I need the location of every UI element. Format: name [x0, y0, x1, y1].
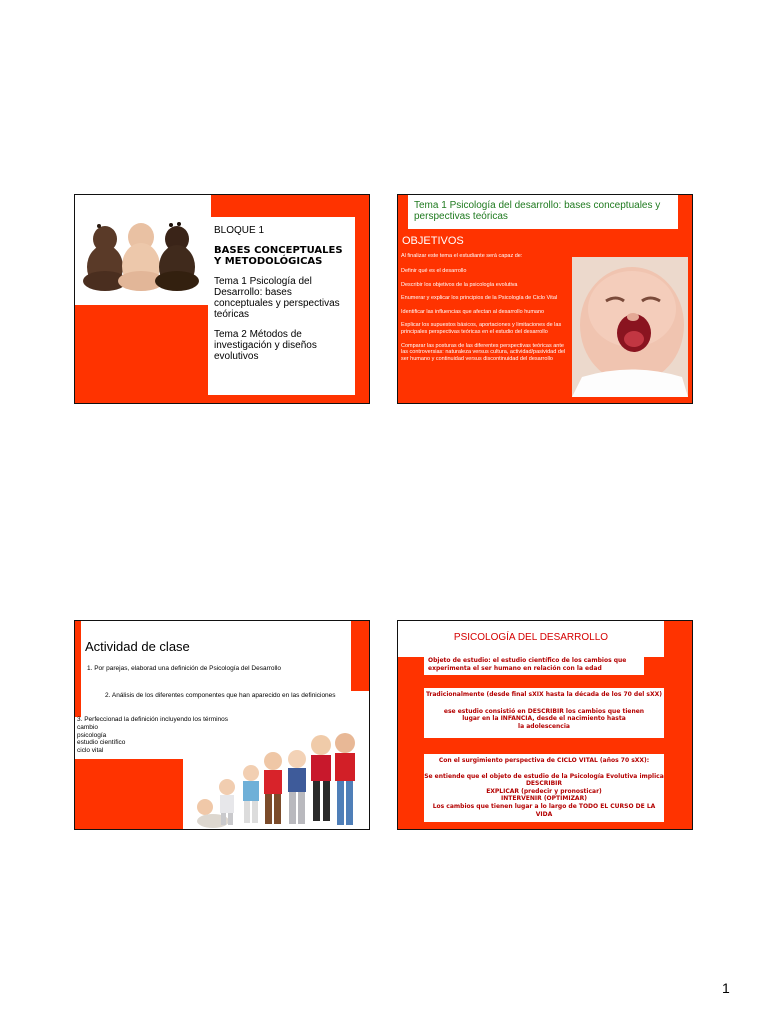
objetivos-intro: Al finalizar este tema el estudiante será capaz de: [401, 253, 523, 259]
traditional-box [424, 688, 664, 738]
text-line: Objeto de estudio: el estudio científico de los cambios que [428, 657, 627, 664]
object-of-study-box [424, 655, 644, 675]
list-item: Describir los objetivos de la psicología evolutiva [401, 281, 518, 288]
slide-title: Actividad de clase [85, 639, 190, 654]
yawning-baby-photo [572, 257, 688, 397]
list-item: Definir qué es el desarrollo [401, 268, 467, 274]
life-cycle-box [424, 754, 664, 822]
term: estudio científico [77, 739, 126, 747]
text-line: Se entiende que el objeto de estudio de la Psicología Evolutiva implica [424, 772, 664, 780]
topic-2: Tema 2 Métodos de investigación y diseños evolutivos [214, 329, 317, 362]
text-line: DESCRIBIR [525, 780, 563, 788]
term: ciclo vital [77, 747, 104, 755]
block-label: BLOQUE 1 [214, 225, 265, 236]
activity-item-2: 2. Análisis de los diferentes componentes que han aparecido en las definiciones [105, 692, 336, 699]
red-band [351, 621, 370, 691]
text-line: Los cambios que tienen lugar a lo largo de TODO EL CURSO DE LA VIDA [432, 802, 656, 818]
slide-actividad [74, 620, 370, 830]
text-line: Con el surgimiento perspectiva de CICLO VITAL (años 70 sXX): [438, 757, 650, 764]
text-line: experimenta el ser humano en relación con la edad [428, 664, 602, 672]
objetivos-list [401, 268, 569, 369]
babies-photo [75, 195, 211, 305]
slide-bloque-1 [74, 194, 370, 404]
term: cambio [77, 723, 98, 731]
page-number: 1 [722, 980, 730, 996]
slide-psicologia-desarrollo [397, 620, 693, 830]
item-3-intro: 3. Perfeccionad la definición incluyendo los términos [77, 716, 229, 723]
text-line: lugar en la INFANCIA, desde el nacimiento hasta [462, 715, 626, 722]
text-line: Tradicionalmente (desde final sXIX hasta la década de los 70 del sXX) [425, 691, 662, 698]
text-line: la adolescencia [518, 722, 570, 730]
text-line: ese estudio consistió en DESCRIBIR los cambios que tienen [443, 707, 645, 715]
list-item: Enumerar y explicar los principios de la Psicología de Ciclo Vital [401, 295, 558, 302]
activity-item-1: 1. Por parejas, elaborad una definición de Psicología del Desarrollo [87, 665, 282, 672]
list-item: Identificar las influencias que afectan al desarrollo humano [401, 308, 545, 315]
topic-1: Tema 1 Psicología del Desarrollo: bases conceptuales y perspectivas teóricas [214, 276, 340, 320]
slide-title: PSICOLOGÍA DEL DESARROLLO [398, 621, 664, 657]
list-item: Explicar los supuestos básicos, aportaciones y limitaciones de las principales perspectivas teóricas en el estudio del desarrollo [401, 322, 562, 335]
term: psicología [77, 731, 107, 739]
slide-objetivos [397, 194, 693, 404]
red-band [75, 621, 81, 717]
block-heading: BASES CONCEPTUALES Y METODOLÓGICAS [214, 245, 343, 267]
text-line: INTERVENIR (OPTIMIZAR) [501, 795, 587, 803]
children-photo [183, 725, 370, 830]
list-item: Comparar las posturas de las diferentes perspectivas teóricas ante las controversias: naturaleza versus cultura, actividad/pasividad del ser humano y continuidad versus discontinuidad del desarrollo [401, 342, 566, 362]
objetivos-heading: OBJETIVOS [402, 235, 464, 247]
bloque-textbox [208, 217, 355, 395]
slide-title: Tema 1 Psicología del desarrollo: bases conceptuales y perspectivas teóricas [408, 195, 678, 229]
red-band [75, 759, 183, 830]
text-line: EXPLICAR (predecir y pronosticar) [486, 787, 602, 795]
